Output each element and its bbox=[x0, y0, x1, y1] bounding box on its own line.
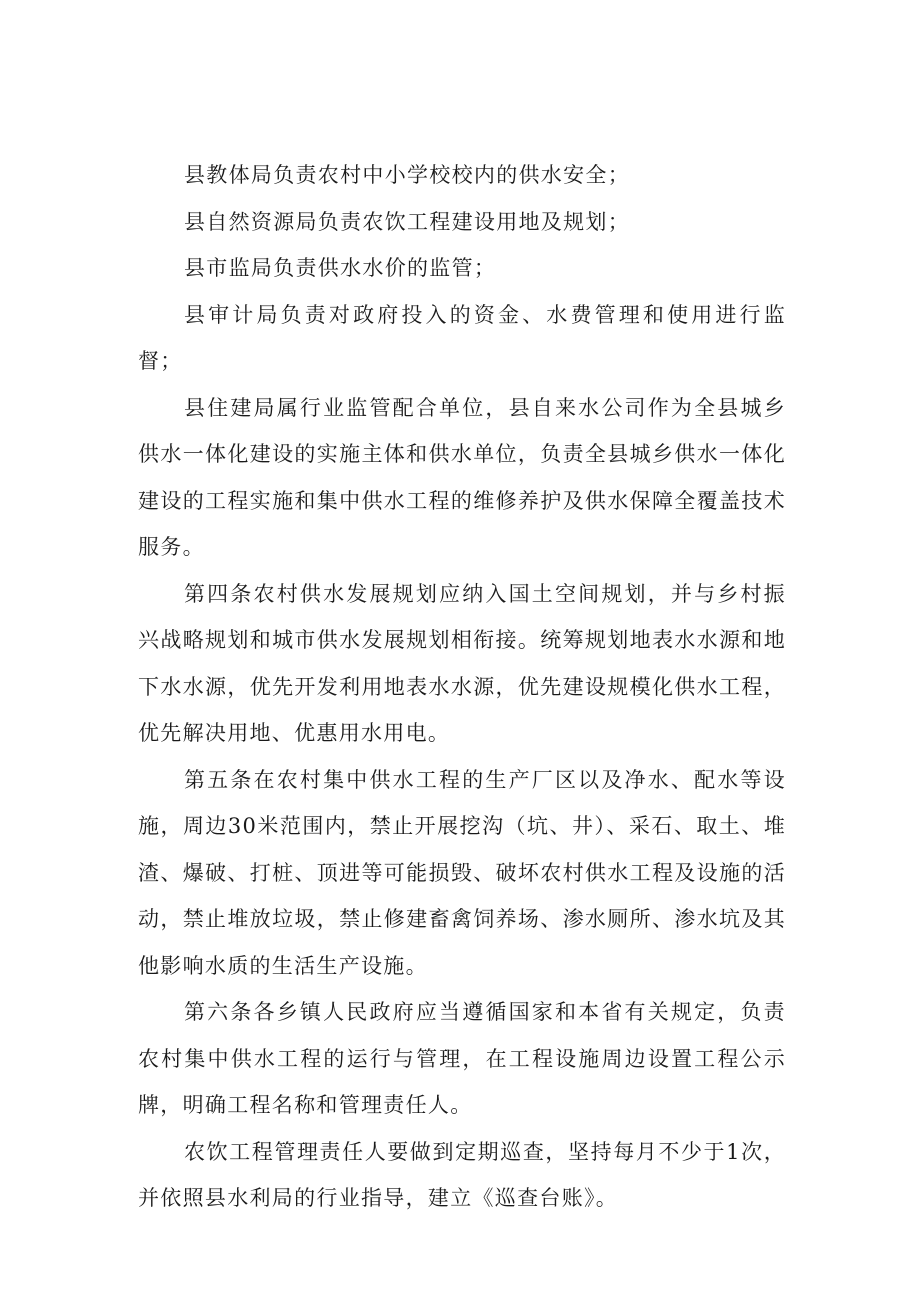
document-body bbox=[138, 152, 786, 1222]
paragraph-inspection-duty: 农饮工程管理责任人要做到定期巡查，坚持每月不少于1次，并依照县水利局的行业指导，建立《巡查台账》。 bbox=[138, 1139, 786, 1210]
paragraph-article-5: 第五条在农村集中供水工程的生产厂区以及净水、配水等设施，周边30米范围内，禁止开展挖沟（坑、井）、采石、取土、堆渣、爆破、打桩、顶进等可能损毁、破坏农村供水工程及设施的活动，禁止堆放垃圾，禁止修建畜禽饲养场、渗水厕所、渗水坑及其他影响水质的生活生产设施。 bbox=[138, 767, 786, 978]
paragraph-article-4: 第四条农村供水发展规划应纳入国土空间规划，并与乡村振兴战略规划和城市供水发展规划相衔接。统筹规划地表水水源和地下水水源，优先开发利用地表水水源，优先建设规模化供水工程，优先解决用地、优惠用水用电。 bbox=[138, 581, 786, 745]
paragraph-market-supervision-bureau: 县市监局负责供水水价的监管； bbox=[184, 256, 497, 280]
paragraph-education-bureau: 县教体局负责农村中小学校校内的供水安全； bbox=[184, 163, 630, 187]
paragraph-housing-bureau: 县住建局属行业监管配合单位，县自来水公司作为全县城乡供水一体化建设的实施主体和供水单位，负责全县城乡供水一体化建设的工程实施和集中供水工程的维修养护及供水保障全覆盖技术服务。 bbox=[138, 395, 786, 559]
paragraph-article-6: 第六条各乡镇人民政府应当遵循国家和本省有关规定，负责农村集中供水工程的运行与管理，在工程设施周边设置工程公示牌，明确工程名称和管理责任人。 bbox=[138, 1000, 786, 1117]
paragraph-natural-resources-bureau: 县自然资源局负责农饮工程建设用地及规划； bbox=[184, 209, 630, 234]
paragraph-audit-bureau: 县审计局负责对政府投入的资金、水费管理和使用进行监督； bbox=[138, 302, 786, 373]
